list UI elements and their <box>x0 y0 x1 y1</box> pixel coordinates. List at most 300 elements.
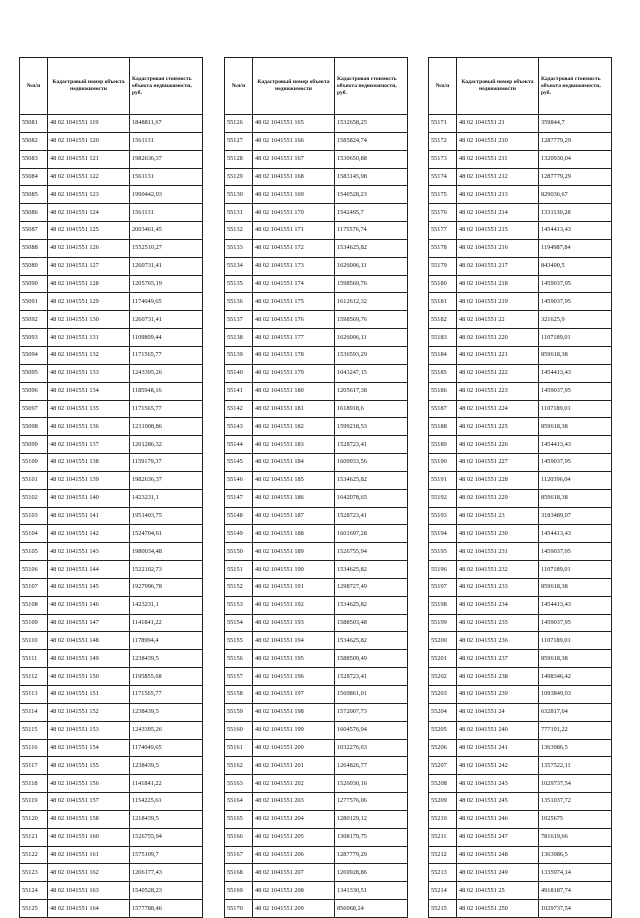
cadastral-value: 1205617,38 <box>335 382 408 400</box>
table-row <box>429 810 612 828</box>
header-index: №п/п <box>429 58 457 115</box>
table-header-row <box>20 58 203 115</box>
row-index: 55205 <box>429 721 457 739</box>
row-index: 55169 <box>225 882 253 900</box>
cadastral-value: 1951403,75 <box>130 507 203 525</box>
row-index: 55137 <box>225 311 253 329</box>
row-index: 55133 <box>225 239 253 257</box>
cadastral-value: 1982636,37 <box>130 471 203 489</box>
cadastral-value: 777191,22 <box>539 721 612 739</box>
row-index: 55189 <box>429 436 457 454</box>
row-index: 55131 <box>225 204 253 222</box>
table-row <box>429 846 612 864</box>
cadastral-value: 1120396,04 <box>539 471 612 489</box>
cadastral-value: 1141841,22 <box>130 775 203 793</box>
table-row <box>429 400 612 418</box>
cadastral-number: 48 02 1041551 135 <box>48 400 130 418</box>
row-index: 55128 <box>225 150 253 168</box>
cadastral-number: 48 02 1041551 128 <box>48 275 130 293</box>
row-index: 55089 <box>20 257 48 275</box>
cadastral-value: 1522102,73 <box>130 561 203 579</box>
cadastral-value: 1598569,76 <box>335 275 408 293</box>
table-row <box>429 329 612 347</box>
row-index: 55127 <box>225 132 253 150</box>
row-index: 55206 <box>429 739 457 757</box>
cadastral-value: 2003461,45 <box>130 222 203 240</box>
cadastral-value: 1642078,65 <box>335 489 408 507</box>
cadastral-value: 1588503,48 <box>335 614 408 632</box>
table-row <box>20 632 203 650</box>
row-index: 55092 <box>20 311 48 329</box>
cadastral-table-1 <box>19 57 203 918</box>
table-row <box>20 382 203 400</box>
cadastral-value: 1598569,76 <box>335 311 408 329</box>
cadastral-value: 1524704,61 <box>130 525 203 543</box>
cadastral-value: 1287779,29 <box>539 132 612 150</box>
cadastral-number: 48 02 1041551 157 <box>48 793 130 811</box>
cadastral-value: 1526030,16 <box>335 775 408 793</box>
cadastral-value: 3183489,07 <box>539 507 612 525</box>
table-row <box>225 721 408 739</box>
table-header-row <box>429 58 612 115</box>
table-row <box>20 364 203 382</box>
table-row <box>429 186 612 204</box>
cadastral-number: 48 02 1041551 122 <box>48 168 130 186</box>
cadastral-number: 48 02 1041551 238 <box>457 668 539 686</box>
header-cadastral-value: Кадастровая стоимость объекта недвижимости, руб. <box>539 58 612 115</box>
table-row <box>429 864 612 882</box>
cadastral-number: 48 02 1041551 192 <box>253 596 335 614</box>
cadastral-value: 1298727,49 <box>335 578 408 596</box>
header-index: №п/п <box>225 58 253 115</box>
row-index: 55152 <box>225 578 253 596</box>
cadastral-number: 48 02 1041551 230 <box>457 525 539 543</box>
cadastral-value: 1238439,5 <box>130 703 203 721</box>
cadastral-value: 1205765,19 <box>130 275 203 293</box>
cadastral-value: 1029737,54 <box>539 775 612 793</box>
table-row <box>429 686 612 704</box>
cadastral-number: 48 02 1041551 166 <box>253 132 335 150</box>
cadastral-value: 843400,5 <box>539 257 612 275</box>
cadastral-value: 1043247,15 <box>335 364 408 382</box>
cadastral-number: 48 02 1041551 232 <box>457 561 539 579</box>
cadastral-value: 1107189,01 <box>539 329 612 347</box>
cadastral-number: 48 02 1041551 183 <box>253 436 335 454</box>
row-index: 55196 <box>429 561 457 579</box>
cadastral-value: 1351037,72 <box>539 793 612 811</box>
row-index: 55207 <box>429 757 457 775</box>
header-index: №п/п <box>20 58 48 115</box>
cadastral-number: 48 02 1041551 21 <box>457 115 539 133</box>
row-index: 55147 <box>225 489 253 507</box>
cadastral-value: 4918187,74 <box>539 882 612 900</box>
row-index: 55171 <box>429 115 457 133</box>
table-row <box>20 132 203 150</box>
row-index: 55123 <box>20 864 48 882</box>
cadastral-value: 1459037,95 <box>539 543 612 561</box>
table-row <box>20 775 203 793</box>
table-row <box>20 507 203 525</box>
row-index: 55179 <box>429 257 457 275</box>
row-index: 55095 <box>20 364 48 382</box>
row-index: 55109 <box>20 614 48 632</box>
table-row <box>20 846 203 864</box>
cadastral-number: 48 02 1041551 119 <box>48 115 130 133</box>
row-index: 55124 <box>20 882 48 900</box>
table-row <box>429 471 612 489</box>
cadastral-number: 48 02 1041551 153 <box>48 721 130 739</box>
cadastral-number: 48 02 1041551 170 <box>253 204 335 222</box>
cadastral-number: 48 02 1041551 213 <box>457 186 539 204</box>
table-row <box>225 775 408 793</box>
cadastral-number: 48 02 1041551 150 <box>48 668 130 686</box>
header-cadastral-value: Кадастровая стоимость объекта недвижимости, руб. <box>335 58 408 115</box>
cadastral-number: 48 02 1041551 231 <box>457 543 539 561</box>
cadastral-number: 48 02 1041551 212 <box>457 168 539 186</box>
row-index: 55197 <box>429 578 457 596</box>
cadastral-value: 1194987,84 <box>539 239 612 257</box>
table-row <box>20 810 203 828</box>
row-index: 55120 <box>20 810 48 828</box>
table-row <box>225 222 408 240</box>
row-index: 55163 <box>225 775 253 793</box>
cadastral-value: 856068,24 <box>335 900 408 918</box>
cadastral-value: 1454413,43 <box>539 364 612 382</box>
cadastral-number: 48 02 1041551 239 <box>457 686 539 704</box>
cadastral-number: 48 02 1041551 201 <box>253 757 335 775</box>
cadastral-table-3 <box>428 57 612 918</box>
cadastral-number: 48 02 1041551 139 <box>48 471 130 489</box>
cadastral-number: 48 02 1041551 123 <box>48 186 130 204</box>
cadastral-value: 1980034,48 <box>130 543 203 561</box>
cadastral-number: 48 02 1041551 162 <box>48 864 130 882</box>
cadastral-number: 48 02 1041551 180 <box>253 382 335 400</box>
table-row <box>429 525 612 543</box>
row-index: 55214 <box>429 882 457 900</box>
row-index: 55148 <box>225 507 253 525</box>
row-index: 55153 <box>225 596 253 614</box>
cadastral-value: 1498346,42 <box>539 668 612 686</box>
cadastral-value: 1459037,95 <box>539 382 612 400</box>
cadastral-number: 48 02 1041551 186 <box>253 489 335 507</box>
cadastral-number: 48 02 1041551 165 <box>253 115 335 133</box>
table-row <box>429 204 612 222</box>
table-row <box>20 400 203 418</box>
cadastral-number: 48 02 1041551 198 <box>253 703 335 721</box>
table-row <box>429 507 612 525</box>
cadastral-number: 48 02 1041551 249 <box>457 864 539 882</box>
row-index: 55174 <box>429 168 457 186</box>
cadastral-number: 48 02 1041551 243 <box>457 775 539 793</box>
table-row <box>225 454 408 472</box>
row-index: 55087 <box>20 222 48 240</box>
row-index: 55139 <box>225 346 253 364</box>
cadastral-number: 48 02 1041551 142 <box>48 525 130 543</box>
cadastral-value: 1532658,25 <box>335 115 408 133</box>
cadastral-number: 48 02 1041551 155 <box>48 757 130 775</box>
row-index: 55114 <box>20 703 48 721</box>
cadastral-value: 1029737,54 <box>539 900 612 918</box>
cadastral-number: 48 02 1041551 225 <box>457 418 539 436</box>
row-index: 55198 <box>429 596 457 614</box>
cadastral-value: 1331130,28 <box>539 204 612 222</box>
table-row <box>225 364 408 382</box>
row-index: 55154 <box>225 614 253 632</box>
row-index: 55209 <box>429 793 457 811</box>
table-row <box>225 418 408 436</box>
table-row <box>20 436 203 454</box>
cadastral-value: 1528723,41 <box>335 436 408 454</box>
cadastral-number: 48 02 1041551 197 <box>253 686 335 704</box>
row-index: 55175 <box>429 186 457 204</box>
cadastral-value: 1528723,41 <box>335 668 408 686</box>
cadastral-value: 1540528,23 <box>335 186 408 204</box>
cadastral-value: 1536593,29 <box>335 346 408 364</box>
cadastral-number: 48 02 1041551 141 <box>48 507 130 525</box>
row-index: 55204 <box>429 703 457 721</box>
cadastral-value: 1542495,7 <box>335 204 408 222</box>
table-row <box>20 204 203 222</box>
cadastral-number: 48 02 1041551 195 <box>253 650 335 668</box>
row-index: 55177 <box>429 222 457 240</box>
row-index: 55186 <box>429 382 457 400</box>
row-index: 55213 <box>429 864 457 882</box>
table-row <box>225 596 408 614</box>
table-row <box>225 900 408 918</box>
row-index: 55155 <box>225 632 253 650</box>
cadastral-value: 1107189,01 <box>539 400 612 418</box>
row-index: 55208 <box>429 775 457 793</box>
cadastral-number: 48 02 1041551 209 <box>253 900 335 918</box>
cadastral-number: 48 02 1041551 224 <box>457 400 539 418</box>
row-index: 55119 <box>20 793 48 811</box>
table-row <box>429 239 612 257</box>
cadastral-number: 48 02 1041551 181 <box>253 400 335 418</box>
table-row <box>20 186 203 204</box>
cadastral-value: 1530650,88 <box>335 150 408 168</box>
cadastral-value: 1990442,03 <box>130 186 203 204</box>
row-index: 55116 <box>20 739 48 757</box>
cadastral-number: 48 02 1041551 182 <box>253 418 335 436</box>
cadastral-value: 1561131 <box>130 132 203 150</box>
table-row <box>20 346 203 364</box>
cadastral-number: 48 02 1041551 196 <box>253 668 335 686</box>
table-row <box>225 686 408 704</box>
table-row <box>429 311 612 329</box>
cadastral-value: 1185948,16 <box>130 382 203 400</box>
cadastral-number: 48 02 1041551 237 <box>457 650 539 668</box>
cadastral-value: 1174049,65 <box>130 739 203 757</box>
row-index: 55191 <box>429 471 457 489</box>
cadastral-value: 1287779,29 <box>539 168 612 186</box>
row-index: 55201 <box>429 650 457 668</box>
cadastral-value: 1308179,75 <box>335 828 408 846</box>
table-row <box>20 739 203 757</box>
row-index: 55130 <box>225 186 253 204</box>
cadastral-number: 48 02 1041551 160 <box>48 828 130 846</box>
row-index: 55149 <box>225 525 253 543</box>
row-index: 55172 <box>429 132 457 150</box>
cadastral-value: 359844,7 <box>539 115 612 133</box>
row-index: 55162 <box>225 757 253 775</box>
cadastral-value: 1561131 <box>130 168 203 186</box>
table-row <box>20 793 203 811</box>
cadastral-number: 48 02 1041551 147 <box>48 614 130 632</box>
table-row <box>429 793 612 811</box>
row-index: 55085 <box>20 186 48 204</box>
cadastral-number: 48 02 1041551 171 <box>253 222 335 240</box>
cadastral-number: 48 02 1041551 149 <box>48 650 130 668</box>
cadastral-value: 1575109,7 <box>130 846 203 864</box>
table-row <box>429 561 612 579</box>
cadastral-number: 48 02 1041551 130 <box>48 311 130 329</box>
cadastral-number: 48 02 1041551 218 <box>457 275 539 293</box>
row-index: 55202 <box>429 668 457 686</box>
table-row <box>20 828 203 846</box>
row-index: 55102 <box>20 489 48 507</box>
row-index: 55144 <box>225 436 253 454</box>
table-row <box>20 650 203 668</box>
cadastral-value: 1243395,26 <box>130 721 203 739</box>
cadastral-number: 48 02 1041551 24 <box>457 703 539 721</box>
row-index: 55150 <box>225 543 253 561</box>
table-row <box>429 543 612 561</box>
cadastral-number: 48 02 1041551 205 <box>253 828 335 846</box>
table-row <box>429 132 612 150</box>
table-row <box>225 561 408 579</box>
table-row <box>20 900 203 918</box>
cadastral-value: 1141841,22 <box>130 614 203 632</box>
cadastral-number: 48 02 1041551 216 <box>457 239 539 257</box>
cadastral-number: 48 02 1041551 194 <box>253 632 335 650</box>
table-row <box>225 382 408 400</box>
cadastral-value: 1260731,41 <box>130 257 203 275</box>
table-row <box>429 703 612 721</box>
table-row <box>225 543 408 561</box>
cadastral-value: 859618,38 <box>539 489 612 507</box>
row-index: 55170 <box>225 900 253 918</box>
table-row <box>20 311 203 329</box>
cadastral-value: 829036,67 <box>539 186 612 204</box>
row-index: 55188 <box>429 418 457 436</box>
cadastral-value: 1526755,94 <box>335 543 408 561</box>
table-row <box>429 900 612 918</box>
table-row <box>225 632 408 650</box>
row-index: 55097 <box>20 400 48 418</box>
cadastral-value: 1534625,82 <box>335 471 408 489</box>
cadastral-value: 1093849,03 <box>539 686 612 704</box>
table-row <box>225 668 408 686</box>
cadastral-value: 1423231,1 <box>130 596 203 614</box>
row-index: 55187 <box>429 400 457 418</box>
cadastral-number: 48 02 1041551 126 <box>48 239 130 257</box>
row-index: 55135 <box>225 275 253 293</box>
row-index: 55141 <box>225 382 253 400</box>
table-row <box>20 168 203 186</box>
cadastral-value: 1982636,37 <box>130 150 203 168</box>
cadastral-number: 48 02 1041551 223 <box>457 382 539 400</box>
row-index: 55091 <box>20 293 48 311</box>
cadastral-number: 48 02 1041551 210 <box>457 132 539 150</box>
cadastral-number: 48 02 1041551 222 <box>457 364 539 382</box>
cadastral-number: 48 02 1041551 248 <box>457 846 539 864</box>
row-index: 55156 <box>225 650 253 668</box>
cadastral-value: 1612612,32 <box>335 293 408 311</box>
table-row <box>429 596 612 614</box>
cadastral-number: 48 02 1041551 208 <box>253 882 335 900</box>
table-header-row <box>225 58 408 115</box>
table-row <box>20 882 203 900</box>
row-index: 55111 <box>20 650 48 668</box>
cadastral-value: 1454413,43 <box>539 525 612 543</box>
table-row <box>225 650 408 668</box>
row-index: 55184 <box>429 346 457 364</box>
cadastral-number: 48 02 1041551 226 <box>457 436 539 454</box>
cadastral-number: 48 02 1041551 131 <box>48 329 130 347</box>
table-row <box>429 275 612 293</box>
table-row <box>225 507 408 525</box>
table-row <box>225 703 408 721</box>
cadastral-value: 1320930,04 <box>539 150 612 168</box>
cadastral-number: 48 02 1041551 202 <box>253 775 335 793</box>
cadastral-number: 48 02 1041551 23 <box>457 507 539 525</box>
table-row <box>225 150 408 168</box>
cadastral-value: 1171565,77 <box>130 400 203 418</box>
cadastral-value: 1534625,82 <box>335 632 408 650</box>
cadastral-value: 1459037,95 <box>539 293 612 311</box>
row-index: 55195 <box>429 543 457 561</box>
row-index: 55151 <box>225 561 253 579</box>
table-row <box>429 346 612 364</box>
cadastral-value: 1626006,11 <box>335 257 408 275</box>
cadastral-value: 1287779,29 <box>335 846 408 864</box>
cadastral-value: 1540528,23 <box>130 882 203 900</box>
table-row <box>20 721 203 739</box>
row-index: 55160 <box>225 721 253 739</box>
row-index: 55136 <box>225 293 253 311</box>
cadastral-value: 1459037,95 <box>539 614 612 632</box>
row-index: 55176 <box>429 204 457 222</box>
table-row <box>225 204 408 222</box>
table-row <box>225 168 408 186</box>
cadastral-number: 48 02 1041551 163 <box>48 882 130 900</box>
row-index: 55126 <box>225 115 253 133</box>
cadastral-number: 48 02 1041551 215 <box>457 222 539 240</box>
cadastral-value: 1201286,32 <box>130 436 203 454</box>
cadastral-value: 1609933,56 <box>335 454 408 472</box>
row-index: 55178 <box>429 239 457 257</box>
row-index: 55129 <box>225 168 253 186</box>
cadastral-value: 1175576,74 <box>335 222 408 240</box>
row-index: 55211 <box>429 828 457 846</box>
cadastral-number: 48 02 1041551 184 <box>253 454 335 472</box>
cadastral-value: 1269928,86 <box>335 864 408 882</box>
cadastral-number: 48 02 1041551 204 <box>253 810 335 828</box>
table-row <box>20 471 203 489</box>
table-row <box>225 864 408 882</box>
cadastral-value: 859618,38 <box>539 578 612 596</box>
cadastral-number: 48 02 1041551 137 <box>48 436 130 454</box>
row-index: 55084 <box>20 168 48 186</box>
cadastral-value: 1107189,01 <box>539 632 612 650</box>
cadastral-number: 48 02 1041551 199 <box>253 721 335 739</box>
cadastral-value: 1454413,43 <box>539 596 612 614</box>
row-index: 55112 <box>20 668 48 686</box>
row-index: 55193 <box>429 507 457 525</box>
cadastral-number: 48 02 1041551 191 <box>253 578 335 596</box>
table-row <box>429 150 612 168</box>
row-index: 55121 <box>20 828 48 846</box>
